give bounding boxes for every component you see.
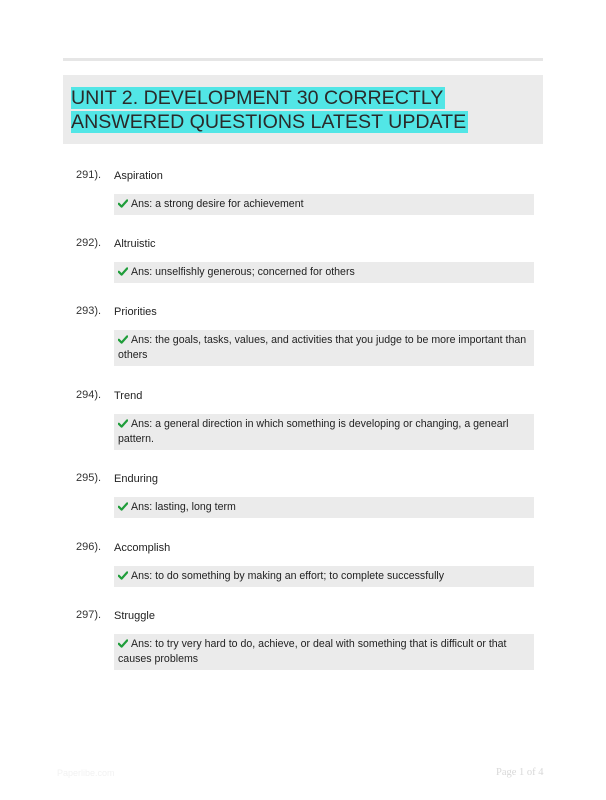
question-term: Accomplish xyxy=(114,542,171,554)
question-number: 291). xyxy=(76,169,102,181)
check-icon xyxy=(118,502,128,511)
title-banner xyxy=(63,75,543,144)
title-line-2: ANSWERED QUESTIONS LATEST UPDATE xyxy=(71,111,467,133)
question-number: 293). xyxy=(76,305,102,317)
question-term: Trend xyxy=(114,390,143,402)
question-number: 292). xyxy=(76,237,102,249)
check-icon xyxy=(118,267,128,276)
answer-text: Ans: to try very hard to do, achieve, or deal with something that is difficult or that causes problems xyxy=(118,638,507,665)
answer-box xyxy=(114,414,534,450)
answer-box xyxy=(114,262,534,283)
check-icon xyxy=(118,571,128,580)
question-number: 297). xyxy=(76,609,102,621)
document-title xyxy=(71,86,543,134)
check-icon xyxy=(118,639,128,648)
check-icon xyxy=(118,199,128,208)
answer-box xyxy=(114,497,534,518)
question-term: Priorities xyxy=(114,306,157,318)
question-number: 295). xyxy=(76,472,102,484)
question-number: 296). xyxy=(76,541,102,553)
question-number: 294). xyxy=(76,389,102,401)
answer-text: Ans: the goals, tasks, values, and activities that you judge to be more important than others xyxy=(118,334,527,361)
answer-box xyxy=(114,194,534,215)
question-term: Aspiration xyxy=(114,170,163,182)
question-term: Altruistic xyxy=(114,238,156,250)
top-divider xyxy=(63,58,543,61)
question-term: Enduring xyxy=(114,473,159,485)
answer-box xyxy=(114,634,534,670)
title-line-1: UNIT 2. DEVELOPMENT 30 CORRECTLY xyxy=(71,87,444,109)
answer-text: Ans: unselfishly generous; concerned for others xyxy=(131,266,355,278)
page-number: Page 1 of 4 xyxy=(496,767,544,778)
answer-box xyxy=(114,330,534,366)
check-icon xyxy=(118,335,128,344)
answer-box xyxy=(114,566,534,587)
answer-text: Ans: a strong desire for achievement xyxy=(131,198,304,210)
answer-text: Ans: a general direction in which something is developing or changing, a genearl pattern. xyxy=(118,418,509,445)
answer-text: Ans: lasting, long term xyxy=(131,501,236,513)
watermark-text: Paperlibe.com xyxy=(57,768,115,778)
check-icon xyxy=(118,419,128,428)
answer-text: Ans: to do something by making an effort; to complete successfully xyxy=(131,570,445,582)
question-term: Struggle xyxy=(114,610,155,622)
